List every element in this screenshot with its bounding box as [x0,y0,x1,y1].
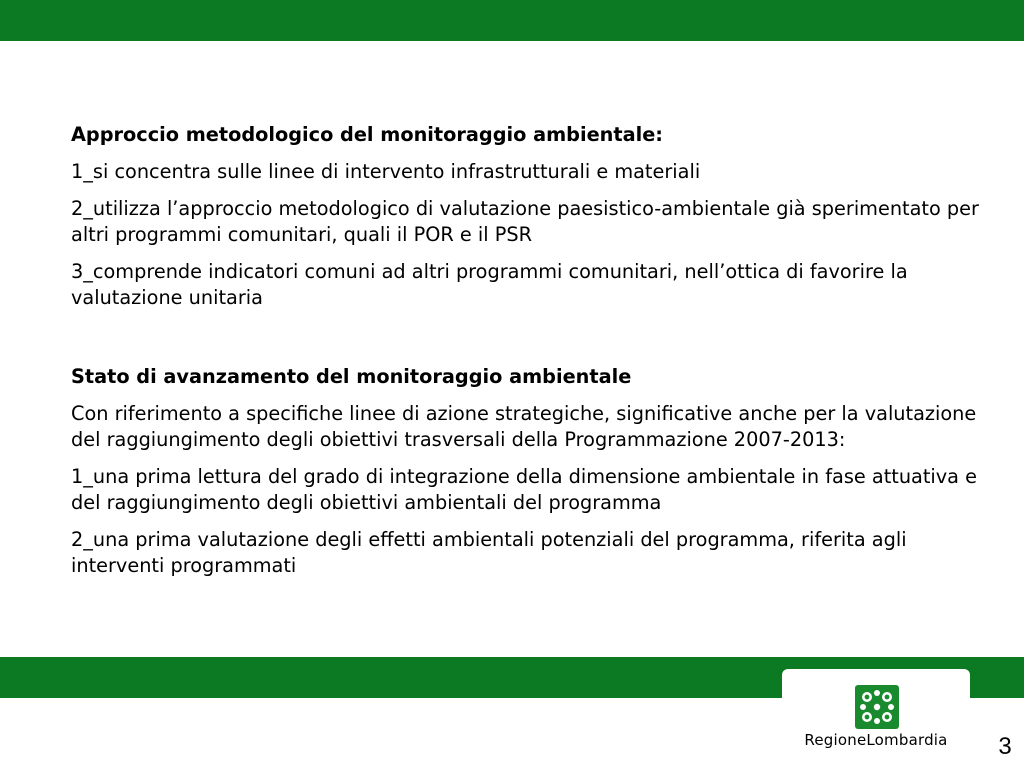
slide-body [71,122,986,579]
logo-text: RegioneLombardia [804,731,948,749]
section-2-item-1: 1_una prima lettura del grado di integrazione della dimensione ambientale in fase attuativa e del raggiungimento degli obiettivi ambientali del programma [71,465,977,514]
regione-lombardia-logo [782,669,970,768]
section-1-item-2: 2_utilizza l’approccio metodologico di valutazione paesistico-ambientale già sperimentato per altri programmi comunitari, quali il POR e il PSR [71,197,979,246]
top-band [0,0,1024,41]
section-2-item-2: 2_una prima valutazione degli effetti ambientali potenziali del programma, riferita agli interventi programmati [71,528,907,577]
section-1-item-1: 1_si concentra sulle linee di intervento infrastrutturali e materiali [71,160,701,183]
rosa-camuna-icon [855,685,899,729]
section-1-item-3: 3_comprende indicatori comuni ad altri programmi comunitari, nell’ottica di favorire la valutazione unitaria [71,260,908,309]
section-2-heading: Stato di avanzamento del monitoraggio ambientale [71,365,632,388]
section-2-intro: Con riferimento a specifiche linee di azione strategiche, significative anche per la valutazione del raggiungimento degli obiettivi trasversali della Programmazione 2007-2013: [71,402,977,451]
section-1-heading: Approccio metodologico del monitoraggio ambientale: [71,123,664,146]
page-number: 3 [998,733,1012,760]
